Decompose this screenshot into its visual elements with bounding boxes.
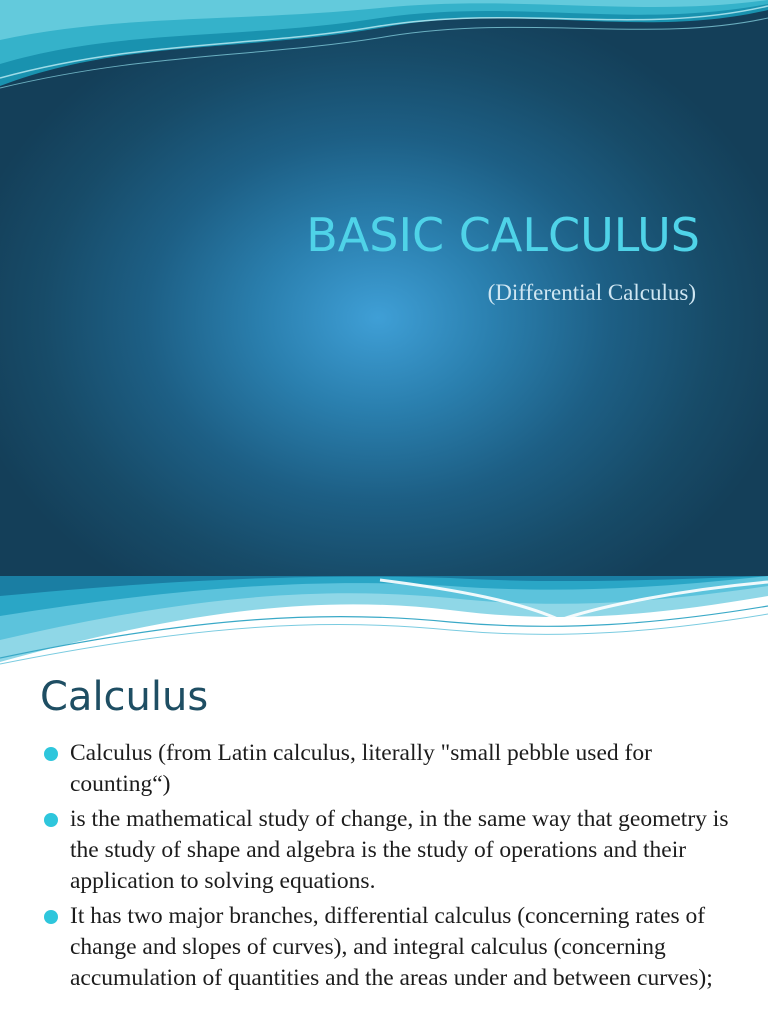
- content-slide: [0, 576, 768, 1024]
- list-item: [40, 738, 740, 800]
- bullet-list: [40, 738, 740, 998]
- list-item: [40, 804, 740, 897]
- decorative-waves-top: [0, 0, 768, 110]
- bullet-text: Calculus (from Latin calculus, literally "small pebble used for counting“): [70, 740, 652, 797]
- decorative-waves-header: [0, 576, 768, 666]
- bullet-text: is the mathematical study of change, in the same way that geometry is the study of shape and algebra is the study of operations and their application to solving equations.: [70, 806, 729, 894]
- list-item: [40, 901, 740, 994]
- bullet-text: It has two major branches, differential calculus (concerning rates of change and slopes of curves), and integral calculus (concerning accumulation of quantities and the areas under and between curves);: [70, 903, 713, 991]
- bullet-icon: [44, 910, 58, 924]
- bullet-icon: [44, 747, 58, 761]
- slide-subtitle: (Differential Calculus): [487, 280, 696, 305]
- bullet-icon: [44, 813, 58, 827]
- slide-heading: Calculus: [40, 674, 209, 720]
- slide-title: BASIC CALCULUS: [306, 208, 700, 262]
